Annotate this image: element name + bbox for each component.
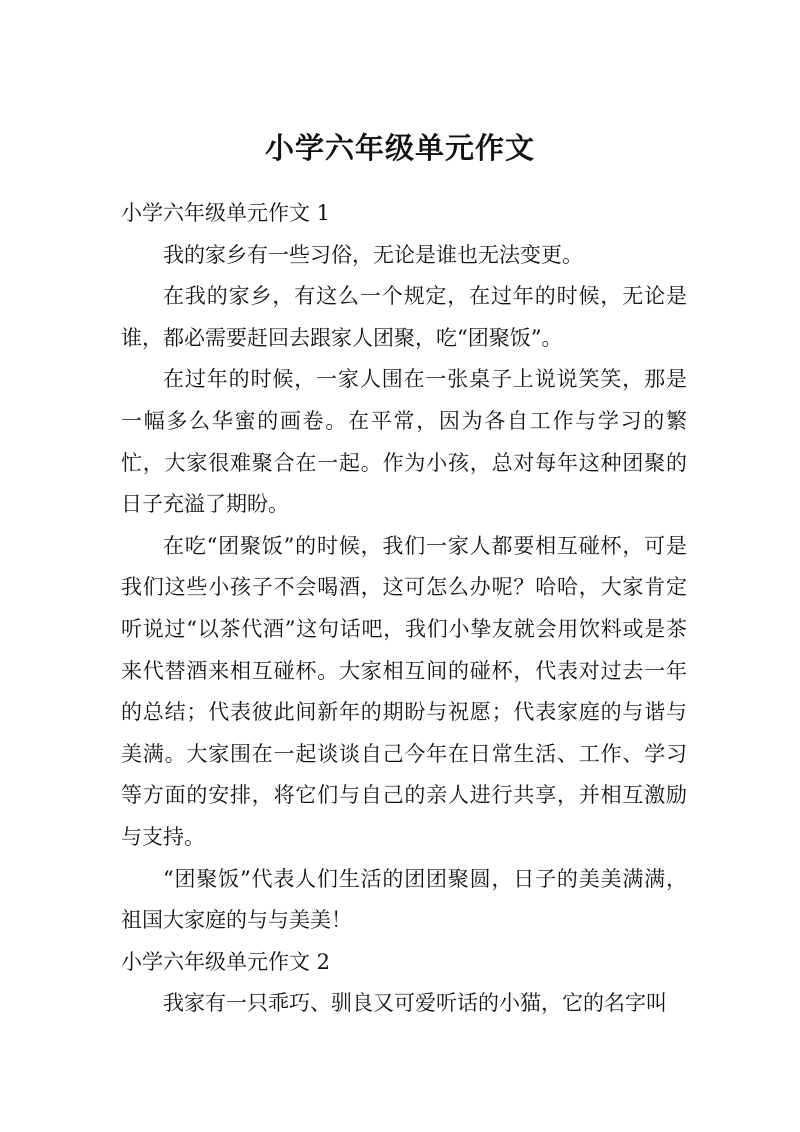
document-title: 小学六年级单元作文 [264,131,535,165]
paragraph: 在吃“团聚饭”的时候，我们一家人都要相互碰杯，可是我们这些小孩子不会喝酒，这可怎么办呢？哈哈，大家肯定听说过“以茶代酒”这句话吧，我们小挚友就会用饮料或是茶来代替酒来相互碰杯。大家相互间的碰杯，代表对过去一年的总结；代表彼此间新年的期盼与祝愿；代表家庭的与谐与美满。大家围在一起谈谈自己今年在日常生活、工作、学习等方面的安排，将它们与自己的亲人进行共享，并相互激励与支持。 [121,533,687,849]
essay-section-1 [121,193,687,942]
paragraph: 在过年的时候，一家人围在一张桌子上说说笑笑，那是一幅多么华蜜的画卷。在平常，因为各自工作与学习的繁忙，大家很难聚合在一起。作为小孩，总对每年这种团聚的日子充溢了期盼。 [121,367,687,517]
paragraph: 我家有一只乖巧、驯良又可爱听话的小猫，它的名字叫 [163,991,667,1016]
section-heading: 小学六年级单元作文 2 [121,949,331,974]
paragraph: 在我的家乡，有这么一个规定，在过年的时候，无论是谁，都必需要赶回去跟家人团聚，吃“团聚饭”。 [121,284,687,350]
paragraph: 我的家乡有一些习俗，无论是谁也无法变更。 [163,242,583,267]
document-body [121,193,687,1025]
paragraph: “团聚饭”代表人们生活的团团聚圆，日子的美美满满，祖国大家庭的与与美美！ [121,866,687,933]
section-heading: 小学六年级单元作文 1 [121,201,331,225]
essay-section-2 [121,942,687,1025]
